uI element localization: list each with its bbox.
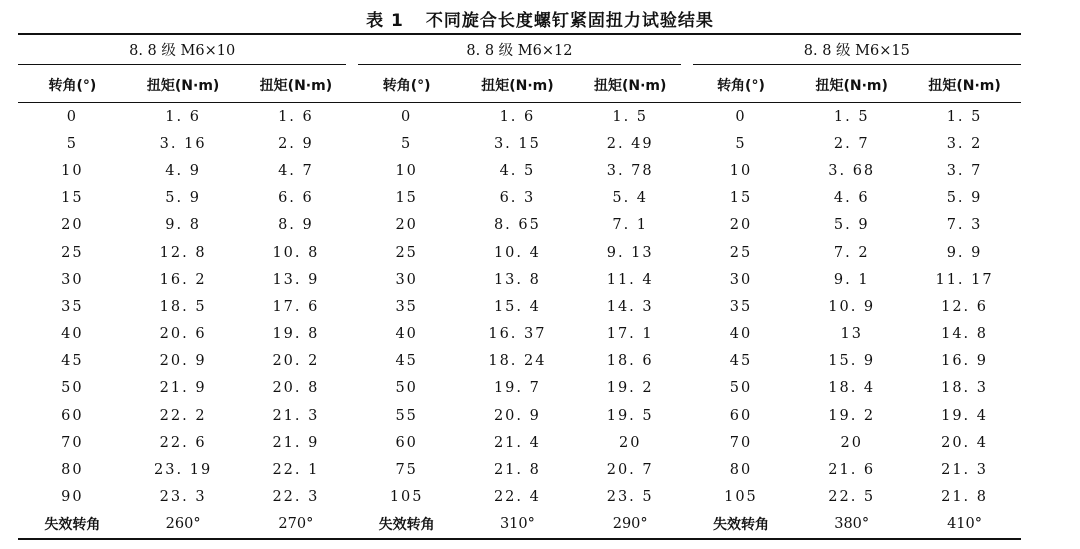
torque-cell: 20. 4 [941, 434, 988, 451]
torque-cell: 23. 19 [154, 462, 213, 479]
torque-cell: 1. 6 [165, 108, 201, 125]
table-row [18, 429, 1021, 456]
torque-cell: 16. 37 [488, 326, 547, 343]
torque-cell: 23. 5 [606, 489, 654, 506]
torque-cell: 4. 9 [165, 162, 201, 179]
angle-cell: 45 [729, 353, 753, 370]
torque-cell: 10. 9 [828, 298, 876, 315]
torque-cell: 12. 6 [941, 298, 988, 315]
angle-cell: 0 [735, 108, 747, 125]
failure-angle-label: 失效转角 [352, 511, 461, 539]
torque-cell: 20. 8 [272, 380, 320, 397]
table-row [18, 185, 1021, 212]
angle-cell: 50 [395, 380, 418, 397]
failure-angle-value: 310° [461, 511, 574, 539]
failure-angle-label: 失效转角 [687, 511, 796, 539]
table-row [18, 484, 1021, 511]
angle-cell: 5 [735, 135, 747, 152]
angle-cell: 35 [729, 298, 753, 315]
torque-cell: 15. 4 [493, 298, 541, 315]
angle-cell: 45 [61, 353, 84, 370]
torque-cell: 4. 5 [499, 162, 536, 179]
torque-cell: 19. 4 [941, 407, 988, 424]
torque-cell: 21. 4 [493, 434, 541, 451]
table-row [18, 293, 1021, 320]
torque-cell: 11. 17 [935, 271, 994, 288]
angle-cell: 60 [395, 434, 418, 451]
angle-cell: 35 [395, 298, 418, 315]
torque-cell: 10. 8 [272, 244, 320, 261]
torque-cell: 7. 2 [833, 244, 870, 261]
angle-cell: 60 [61, 407, 84, 424]
angle-cell: 60 [729, 407, 753, 424]
torque-cell: 20. 9 [159, 353, 207, 370]
angle-cell: 5 [401, 135, 413, 152]
angle-cell: 0 [401, 108, 413, 125]
torque-cell: 8. 9 [278, 217, 314, 234]
torque-cell: 16. 2 [159, 271, 207, 288]
table-row [18, 157, 1021, 184]
table-row [18, 266, 1021, 293]
column-header-torque: 扭矩(N·m) [574, 68, 687, 103]
torque-cell: 22. 3 [272, 489, 320, 506]
torque-cell: 18. 4 [828, 380, 876, 397]
failure-angle-value: 410° [908, 511, 1021, 539]
torque-cell: 3. 78 [606, 162, 654, 179]
torque-cell: 1. 6 [278, 108, 314, 125]
failure-angle-value: 290° [574, 511, 687, 539]
torque-cell: 13. 8 [493, 271, 541, 288]
torque-cell: 2. 9 [278, 135, 314, 152]
angle-cell: 40 [61, 326, 84, 343]
torque-cell: 10. 4 [493, 244, 541, 261]
torque-cell: 18. 5 [159, 298, 207, 315]
torque-cell: 16. 9 [941, 353, 988, 370]
angle-cell: 70 [61, 434, 84, 451]
angle-cell: 30 [729, 271, 753, 288]
torque-cell: 13. 9 [272, 271, 320, 288]
angle-cell: 70 [729, 434, 753, 451]
table-row [18, 321, 1021, 348]
angle-cell: 10 [61, 162, 84, 179]
column-header-angle: 转角(°) [18, 68, 127, 103]
angle-cell: 20 [729, 217, 753, 234]
torque-cell: 7. 3 [946, 217, 983, 234]
torque-cell: 3. 16 [159, 135, 207, 152]
group-header: 8. 8 级 M6×10 [18, 34, 352, 68]
torque-cell: 20. 2 [272, 353, 320, 370]
column-header-torque: 扭矩(N·m) [127, 68, 240, 103]
torque-cell: 5. 9 [946, 190, 983, 207]
torque-cell: 18. 3 [941, 380, 988, 397]
torque-cell: 19. 2 [828, 407, 876, 424]
failure-angle-row [18, 511, 1021, 539]
angle-cell: 45 [395, 353, 418, 370]
angle-cell: 15 [729, 190, 753, 207]
angle-cell: 40 [395, 326, 418, 343]
angle-cell: 75 [395, 462, 418, 479]
torque-cell: 22. 2 [159, 407, 207, 424]
torque-cell: 19. 2 [606, 380, 654, 397]
angle-cell: 105 [724, 489, 758, 506]
table-row [18, 130, 1021, 157]
angle-cell: 15 [61, 190, 84, 207]
torque-cell: 18. 24 [488, 353, 547, 370]
column-header-row [18, 68, 1021, 103]
torque-cell: 22. 6 [159, 434, 207, 451]
angle-cell: 105 [389, 489, 424, 506]
angle-cell: 0 [66, 108, 78, 125]
torque-cell: 17. 6 [272, 298, 320, 315]
angle-cell: 50 [61, 380, 84, 397]
torque-cell: 22. 4 [493, 489, 541, 506]
column-header-torque: 扭矩(N·m) [461, 68, 574, 103]
torque-cell: 19. 8 [272, 326, 320, 343]
torque-cell: 1. 6 [499, 108, 536, 125]
torque-cell: 5. 9 [833, 217, 870, 234]
column-header-angle: 转角(°) [687, 68, 796, 103]
angle-cell: 35 [61, 298, 84, 315]
failure-angle-value: 380° [795, 511, 908, 539]
torque-cell: 21. 9 [159, 380, 207, 397]
torque-cell: 1. 5 [833, 108, 870, 125]
torque-cell: 11. 4 [606, 271, 654, 288]
angle-cell: 10 [395, 162, 418, 179]
torque-cell: 6. 3 [499, 190, 536, 207]
torque-cell: 21. 3 [272, 407, 320, 424]
angle-cell: 90 [61, 489, 84, 506]
torque-cell: 15. 9 [828, 353, 876, 370]
torque-cell: 8. 65 [493, 217, 541, 234]
table-number: 表 1 [366, 11, 404, 31]
angle-cell: 20 [395, 217, 418, 234]
torque-cell: 2. 7 [833, 135, 870, 152]
torque-cell: 9. 1 [833, 271, 870, 288]
torque-cell: 7. 1 [612, 217, 649, 234]
table-row [18, 375, 1021, 402]
torque-cell: 20 [840, 434, 863, 451]
angle-cell: 80 [61, 462, 84, 479]
column-header-torque: 扭矩(N·m) [240, 68, 353, 103]
column-header-torque: 扭矩(N·m) [908, 68, 1021, 103]
torque-cell: 3. 68 [828, 162, 876, 179]
torque-cell: 23. 3 [159, 489, 207, 506]
angle-cell: 20 [61, 217, 84, 234]
angle-cell: 40 [729, 326, 753, 343]
angle-cell: 25 [61, 244, 84, 261]
failure-angle-value: 270° [240, 511, 353, 539]
table-row [18, 402, 1021, 429]
table-body [18, 103, 1021, 540]
torque-cell: 20. 7 [606, 462, 654, 479]
torque-cell: 19. 7 [493, 380, 541, 397]
table-row [18, 456, 1021, 483]
torque-cell: 1. 5 [946, 108, 983, 125]
torque-cell: 21. 3 [941, 462, 988, 479]
angle-cell: 30 [61, 271, 84, 288]
torque-cell: 4. 6 [833, 190, 870, 207]
torque-cell: 9. 13 [606, 244, 654, 261]
angle-cell: 50 [729, 380, 753, 397]
torque-cell: 13 [840, 326, 863, 343]
torque-cell: 3. 7 [946, 162, 983, 179]
angle-cell: 55 [395, 407, 418, 424]
table-title: 不同旋合长度螺钉紧固扭力试验结果 [425, 11, 714, 31]
torque-cell: 5. 4 [612, 190, 649, 207]
torque-cell: 3. 15 [493, 135, 541, 152]
torque-cell: 20 [618, 434, 642, 451]
table-caption [0, 6, 1080, 31]
angle-cell: 25 [395, 244, 418, 261]
failure-angle-label: 失效转角 [18, 511, 127, 539]
column-header-angle: 转角(°) [352, 68, 461, 103]
group-header: 8. 8 级 M6×12 [352, 34, 686, 68]
table-row [18, 348, 1021, 375]
torque-cell: 5. 9 [165, 190, 201, 207]
torque-cell: 21. 6 [828, 462, 876, 479]
torque-cell: 1. 5 [612, 108, 649, 125]
torque-cell: 22. 1 [272, 462, 320, 479]
angle-cell: 80 [729, 462, 753, 479]
torque-cell: 21. 8 [941, 489, 988, 506]
results-table [18, 33, 1021, 540]
angle-cell: 15 [395, 190, 418, 207]
torque-cell: 17. 1 [606, 326, 654, 343]
torque-cell: 9. 8 [165, 217, 201, 234]
group-header: 8. 8 级 M6×15 [687, 34, 1021, 68]
torque-cell: 22. 5 [828, 489, 876, 506]
torque-cell: 20. 9 [493, 407, 541, 424]
table-row [18, 103, 1021, 131]
torque-cell: 2. 49 [606, 135, 654, 152]
torque-cell: 19. 5 [606, 407, 654, 424]
table-row [18, 212, 1021, 239]
torque-cell: 14. 8 [941, 326, 988, 343]
angle-cell: 25 [729, 244, 753, 261]
torque-cell: 6. 6 [278, 190, 314, 207]
column-header-torque: 扭矩(N·m) [795, 68, 908, 103]
torque-cell: 4. 7 [278, 162, 314, 179]
angle-cell: 30 [395, 271, 418, 288]
torque-cell: 12. 8 [159, 244, 207, 261]
torque-cell: 9. 9 [946, 244, 983, 261]
table-row [18, 239, 1021, 266]
torque-cell: 21. 9 [272, 434, 320, 451]
torque-cell: 21. 8 [493, 462, 541, 479]
group-header-row [18, 34, 1021, 68]
angle-cell: 5 [66, 135, 78, 152]
torque-cell: 3. 2 [946, 135, 983, 152]
failure-angle-value: 260° [127, 511, 240, 539]
torque-cell: 20. 6 [159, 326, 207, 343]
torque-cell: 18. 6 [606, 353, 654, 370]
angle-cell: 10 [729, 162, 753, 179]
torque-cell: 14. 3 [606, 298, 654, 315]
